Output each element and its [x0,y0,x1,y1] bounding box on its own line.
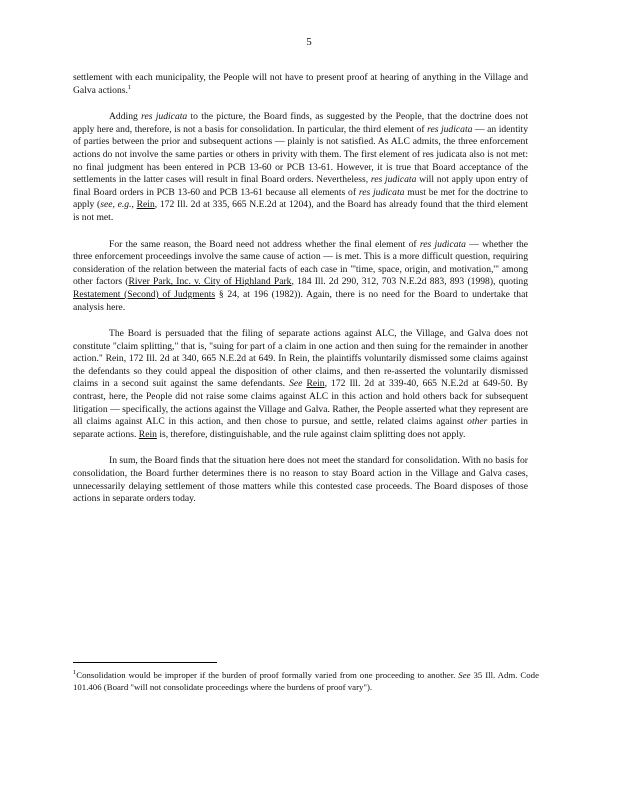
footnote-marker: 1 [127,83,132,91]
footnote-marker: 1 [73,669,77,677]
case-citation: Rein [138,428,157,440]
text-run: § 24, at 196 (1982)). Again, there is no need for the Board to undertake that analysis here. [73,288,529,313]
text-run: The Board is persuaded that the filing of separate actions against ALC, the Village, and Galva does not constitute "claim splitting," that is, "suing for part of a claim in one action and then suing for the remainder in another action." Rein, 172 Ill. 2d at 340, 665 N.E.2d at 649. In Rein, the plaintiffs voluntarily dismissed some claims against the defendants so they could appeal the disposition of other claims, and then re-asserted the voluntarily dismissed claims in a second suit against the same defendants. [73,328,528,390]
document-body [73,72,528,520]
footnote [73,670,539,693]
footnote-divider [73,662,217,663]
text-run: is, therefore, distinguishable, and the rule against claim splitting does not apply. [156,428,466,440]
text-run: parties in separate actions. [73,416,528,440]
text-run: See [458,670,471,680]
text-run: — whether the three enforcement proceedings involve the same cause of action — is met. This is a more difficult question, requiring consideration of the relation between the material facts of each case in "'time, space, origin, and motivation,'" among other factors ( [73,238,528,288]
text-run: Adding [109,111,142,123]
case-citation: River Park, Inc. v. City of Highland Park [128,276,292,288]
case-citation: Restatement (Second) of Judgments [73,288,216,300]
text-run: , [131,199,137,211]
text-run: , 172 Ill. 2d at 335, 665 N.E.2d at 1204), and the Board has already found that the third element is not met. [73,199,529,223]
text-run: — an identity of parties between the prior and subsequent actions — plainly is not satisfied. As ALC admits, the three enforcement actions do not involve the same parties or others in privity with them. The first element of res judicata also is not met: no final judgment has been entered in PCB 13-60 or PCB 13-61. However, it is true that Board acceptance of the settlements in the latter cases will result in final Board orders. Nevertheless, [73,123,528,186]
text-run: See [289,378,303,390]
text-run: to the picture, the Board finds, as suggested by the People, that the doctrine does not apply here and, therefore, is not a basis for consolidation. In particular, the third element of [73,111,529,135]
text-run: other [467,416,488,428]
text-run: Consolidation would be improper if the burden of proof formally varied from one proceeding to another. [76,670,459,680]
text-run: res judicata [370,174,417,186]
paragraph [73,72,528,97]
page-number: 5 [306,36,312,48]
text-run: 35 Ill. Adm. Code 101.406 (Board "will not consolidate proceedings where the burdens of proof vary"). [73,670,539,692]
case-citation: Rein [136,199,155,211]
paragraph [73,111,528,224]
text-run: e.g. [117,199,132,211]
text-run: will not apply upon entry of final Board orders in PCB 13-60 and PCB 13-61 because all elements of [73,174,529,198]
text-run: , 172 Ill. 2d at 339-40, 665 N.E.2d at 649-50. By contrast, here, the People did not raise some claims against ALC in this action and hold others back for subsequent litigation — specifically, the actions against the Village and Galva. Rather, the People asserted what they represent are all claims against ALC in this action, and then chose to pursue, and settle, related claims against [73,378,528,428]
text-run: In sum, the Board finds that the situation here does not meet the standard for consolidation. With no basis for consolidation, the Board further determines there is no reason to stay Board action in the Village and Galva cases, unnecessarily delaying settlement of those matters while this contested case proceeds. The Board disposes of those actions in separate orders today. [73,455,528,505]
text-run: must be met for the doctrine to apply ( [73,186,528,211]
text-run: res judicata [141,111,188,123]
text-run: res judicata [358,186,405,198]
text-run: , 184 Ill. 2d 290, 312, 703 N.E.2d 883, 893 (1998), quoting [291,276,528,288]
text-run: res judicata [419,238,466,250]
case-citation: Rein [306,378,325,390]
text-run: For the same reason, the Board need not address whether the final element of [109,238,420,250]
paragraph [73,328,528,441]
text-run: res judicata [427,123,473,135]
text-run: see [100,199,113,211]
paragraph [73,239,528,315]
paragraph [73,455,528,505]
text-run: settlement with each municipality, the People will not have to present proof at hearing of anything in the Village and Galva actions. [73,72,528,96]
text-run: , [112,199,118,211]
